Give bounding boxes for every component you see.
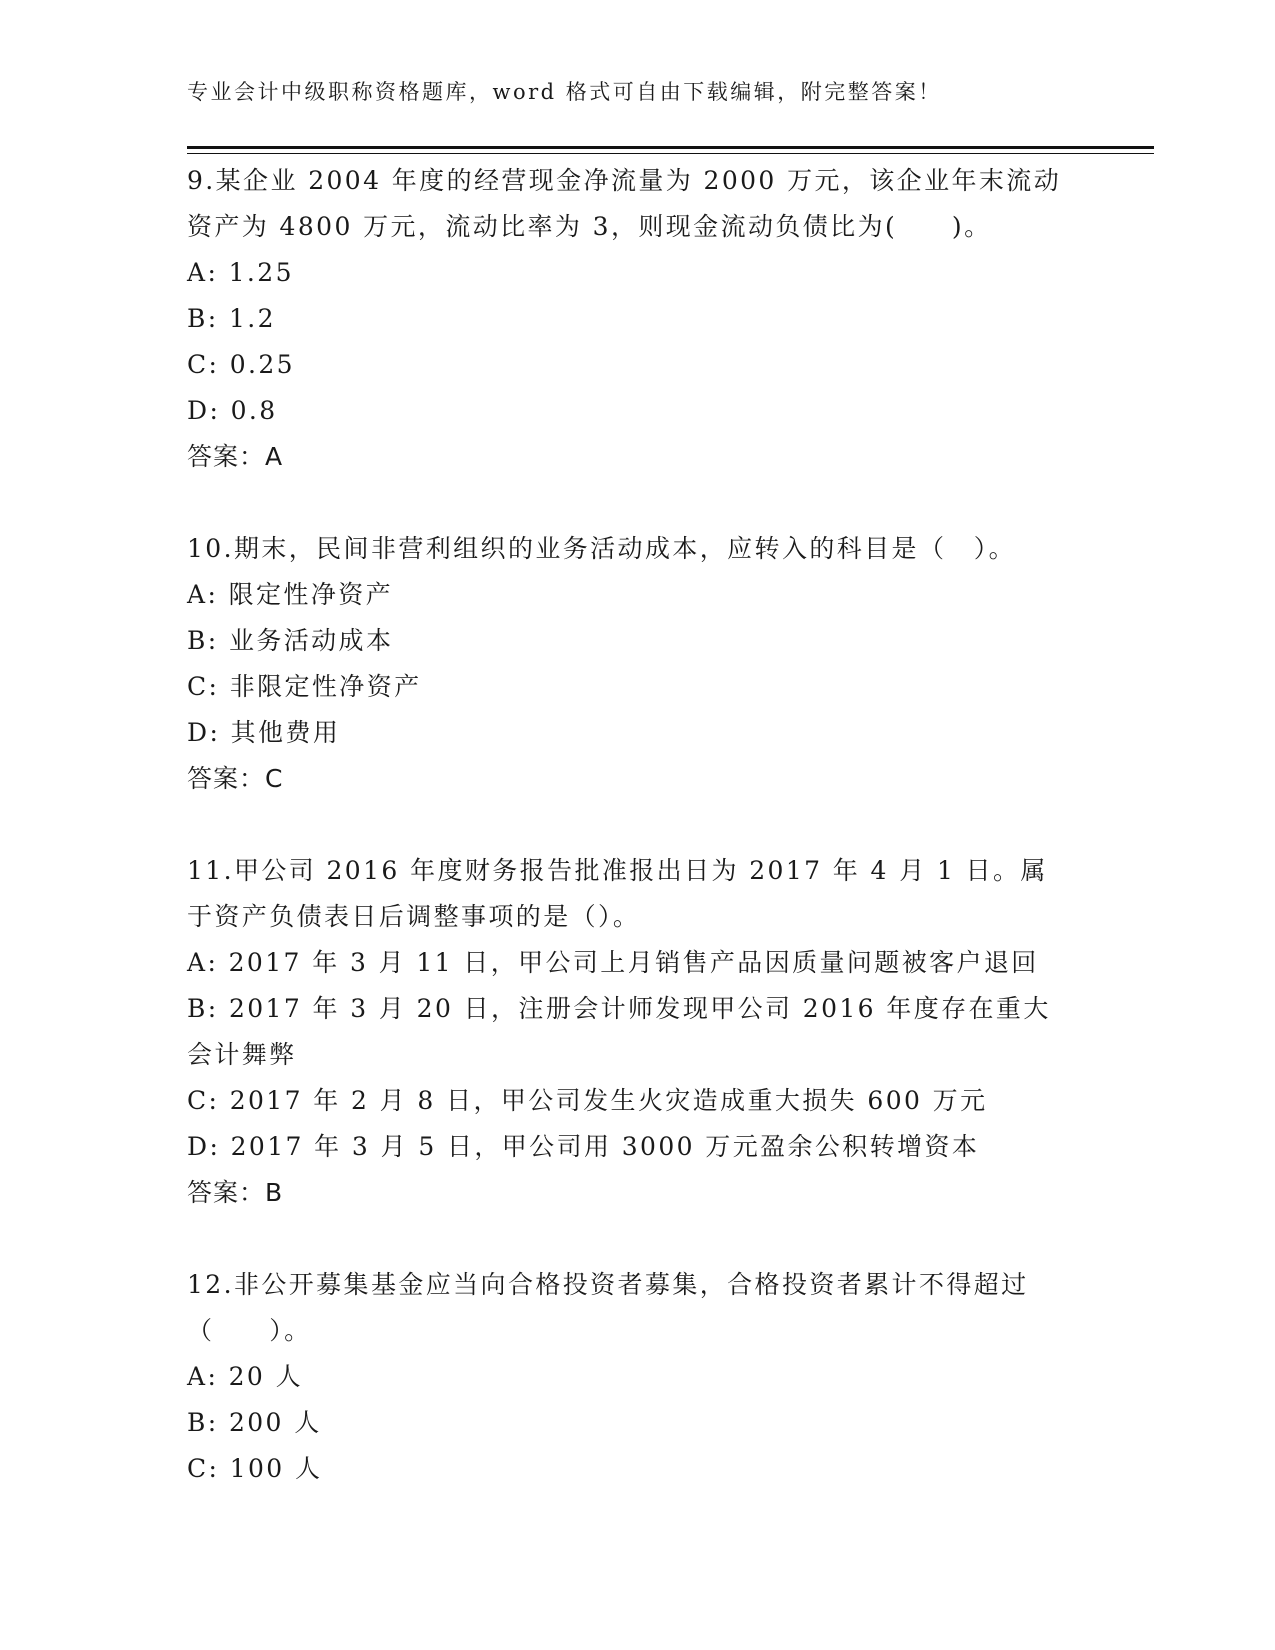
option-d: D: 2017 年 3 月 5 日，甲公司用 3000 万元盈余公积转增资本 (187, 1132, 980, 1161)
option-c: C: 0.25 (187, 350, 295, 379)
header-rule-thick (187, 146, 1154, 149)
option-a: A: 1.25 (187, 258, 294, 287)
option-b: B: 2017 年 3 月 20 日，注册会计师发现甲公司 2016 年度存在重大会计舞弊 (187, 994, 1051, 1069)
answer-line: 答案：C (187, 764, 284, 793)
question-stem: 10.期末，民间非营利组织的业务活动成本，应转入的科目是（ ）。 (187, 534, 1017, 563)
answer-line: 答案：B (187, 1178, 284, 1207)
question-list (187, 158, 1087, 1538)
option-c: C: 2017 年 2 月 8 日，甲公司发生火灾造成重大损失 600 万元 (187, 1086, 988, 1115)
option-d: D: 0.8 (187, 396, 278, 425)
option-b: B: 200 人 (187, 1408, 322, 1437)
question-stem: 11.甲公司 2016 年度财务报告批准报出日为 2017 年 4 月 1 日。属于资产负债表日后调整事项的是（）。 (187, 856, 1048, 931)
option-a: A: 20 人 (187, 1362, 303, 1391)
option-c: C: 非限定性净资产 (187, 672, 422, 701)
option-b: B: 业务活动成本 (187, 626, 394, 655)
option-a: A: 2017 年 3 月 11 日，甲公司上月销售产品因质量问题被客户退回 (187, 948, 1039, 977)
question-stem: 9.某企业 2004 年度的经营现金净流量为 2000 万元，该企业年末流动资产为 4800 万元，流动比率为 3，则现金流动负债比为( )。 (187, 166, 1062, 241)
header-rule-thin (187, 153, 1154, 154)
option-c: C: 100 人 (187, 1454, 323, 1483)
question-stem: 12.非公开募集基金应当向合格投资者募集，合格投资者累计不得超过（ ）。 (187, 1270, 1029, 1345)
option-b: B: 1.2 (187, 304, 276, 333)
question-10 (187, 526, 1087, 802)
option-d: D: 其他费用 (187, 718, 341, 747)
question-12 (187, 1262, 1087, 1492)
answer-line: 答案：A (187, 442, 284, 471)
page-header: 专业会计中级职称资格题库，word 格式可自由下载编辑，附完整答案！ (187, 80, 942, 104)
question-9 (187, 158, 1087, 480)
question-11 (187, 848, 1087, 1216)
option-a: A: 限定性净资产 (187, 580, 394, 609)
